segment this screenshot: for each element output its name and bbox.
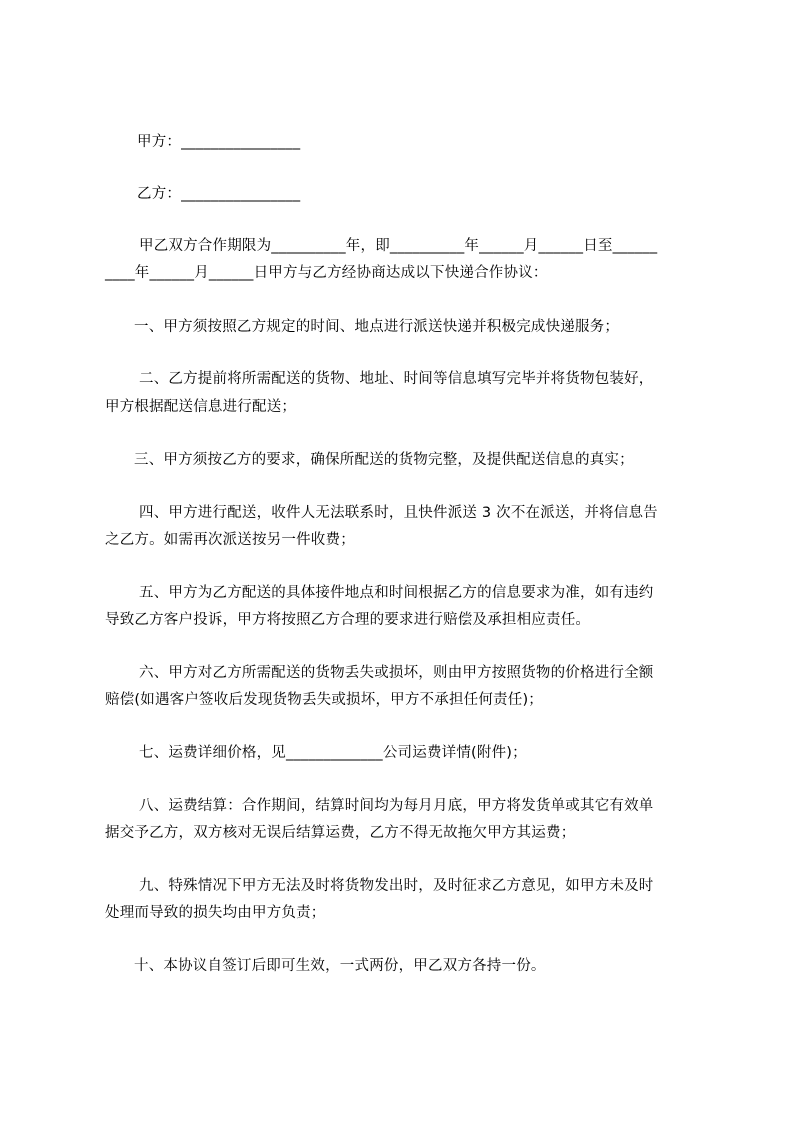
clause-5-line-1: 五、甲方为乙方配送的具体接件地点和时间根据乙方的信息要求为准，如有违约 <box>139 585 654 601</box>
clause-6-line-1: 六、甲方对乙方所需配送的货物丢失或损坏，则由甲方按照货物的价格进行全额 <box>139 665 654 681</box>
clause-4-line-1: 四、甲方进行配送，收件人无法联系时，且快件派送 3 次不在派送，并将信息告 <box>139 505 658 521</box>
clause-7-line-1: 七、运费详细价格，见_____________公司运费详情(附件)； <box>139 745 527 761</box>
clause-3-line-1: 三、甲方须按乙方的要求，确保所配送的货物完整，及提供配送信息的真实； <box>134 452 634 468</box>
clause-5-line-2: 导致乙方客户投诉，甲方将按照乙方合理的要求进行赔偿及承担相应责任。 <box>105 612 591 628</box>
clause-8-line-2: 据交予乙方，双方核对无误后结算运费，乙方不得无故拖欠甲方其运费； <box>105 825 576 841</box>
clause-4-line-2: 之乙方。如需再次派送按另一件收费； <box>105 532 355 548</box>
clause-6-line-2: 赔偿(如遇客户签收后发现货物丢失或损坏，甲方不承担任何责任)； <box>105 692 544 708</box>
clause-9-line-2: 处理而导致的损失均由甲方负责； <box>105 905 326 921</box>
clause-2-line-2: 甲方根据配送信息进行配送； <box>105 399 297 415</box>
clause-8-line-1: 八、运费结算：合作期间，结算时间均为每月月底，甲方将发货单或其它有效单 <box>139 798 654 814</box>
party-b-line: 乙方：________________ <box>137 186 301 202</box>
intro-paragraph-line-2: ____年______月______日甲方与乙方经协商达成以下快递合作协议： <box>105 265 548 281</box>
clause-10-line-1: 十、本协议自签订后即可生效，一式两份，甲乙双方各持一份。 <box>134 958 546 974</box>
clause-2-line-1: 二、乙方提前将所需配送的货物、地址、时间等信息填写完毕并将货物包装好， <box>139 371 654 387</box>
intro-paragraph-line-1: 甲乙双方合作期限为__________年，即__________年______月______日至______ <box>139 238 658 254</box>
clause-1-line-1: 一、甲方须按照乙方规定的时间、地点进行派送快递并积极完成快递服务； <box>134 319 620 335</box>
clause-9-line-1: 九、特殊情况下甲方无法及时将货物发出时，及时征求乙方意见，如甲方未及时 <box>139 878 654 894</box>
party-a-line: 甲方：________________ <box>137 134 301 150</box>
